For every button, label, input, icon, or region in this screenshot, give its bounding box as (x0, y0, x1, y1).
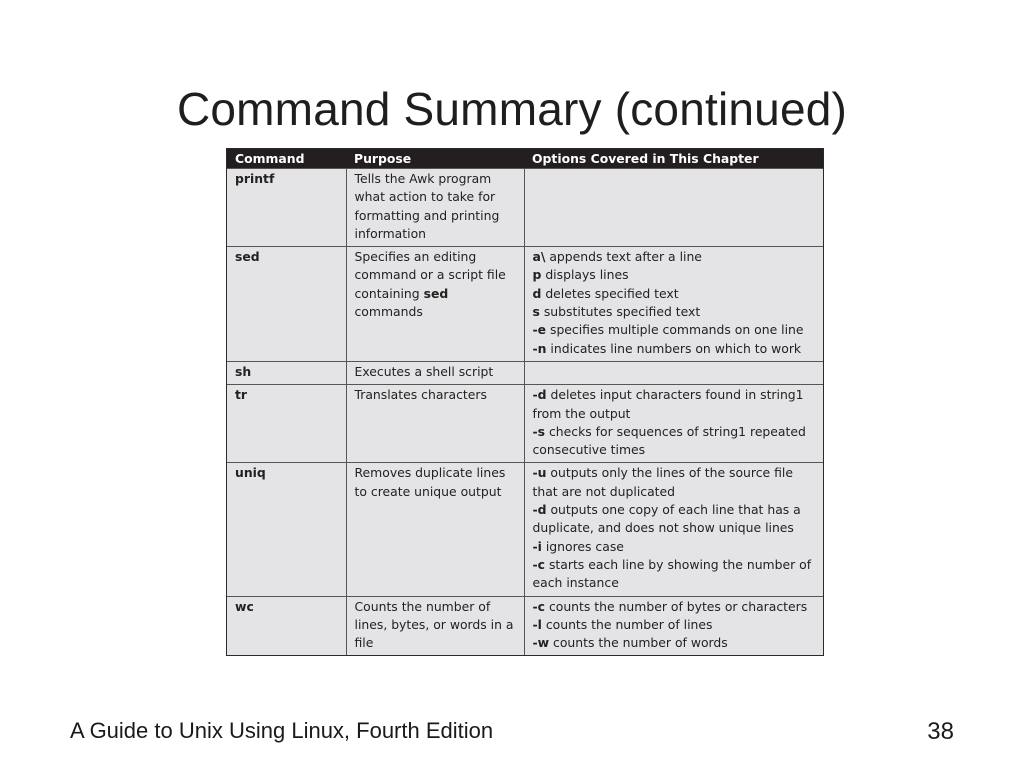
option-item (533, 386, 816, 423)
command-cell: printf (227, 169, 346, 247)
option-item (533, 340, 816, 358)
option-text: checks for sequences of string1 repeated consecutive times (532, 423, 806, 458)
option-item (533, 616, 816, 634)
option-flag: -l (532, 616, 542, 632)
options-cell (524, 385, 823, 463)
command-cell: sed (227, 247, 346, 362)
option-flag: s (532, 304, 540, 320)
option-text: ignores case (541, 538, 624, 554)
options-cell (524, 596, 823, 655)
option-text: counts the number of lines (541, 616, 713, 632)
option-item (533, 556, 816, 593)
option-text: outputs one copy of each line that has a duplicate, and does not show unique lines (532, 502, 801, 536)
option-item (533, 321, 816, 339)
page-number: 38 (927, 718, 954, 745)
option-item (533, 464, 816, 501)
header-command: Command (227, 149, 346, 169)
header-purpose: Purpose (346, 149, 524, 169)
option-text: displays lines (541, 267, 629, 283)
option-item (533, 423, 816, 460)
option-flag: -i (532, 538, 542, 554)
option-text: outputs only the lines of the source file that are not duplicated (532, 465, 793, 499)
option-item (533, 598, 816, 616)
table-header-row (227, 149, 823, 169)
option-flag: -c (532, 598, 545, 614)
option-item (533, 285, 816, 303)
option-text: counts the number of bytes or characters (545, 598, 808, 614)
command-cell: tr (227, 385, 346, 463)
command-cell: sh (227, 361, 346, 384)
option-text: specifies multiple commands on one line (546, 322, 804, 338)
purpose-cell: Executes a shell script (346, 361, 524, 384)
option-flag: p (532, 267, 542, 283)
option-item (533, 303, 816, 321)
table-row (227, 463, 823, 596)
options-cell (524, 247, 823, 362)
options-cell (524, 361, 823, 384)
option-flag: -c (532, 556, 545, 572)
header-options: Options Covered in This Chapter (524, 149, 823, 169)
purpose-text: Specifies an editing command or a script file containing (354, 249, 506, 301)
command-cell: wc (227, 596, 346, 655)
option-flag: -d (532, 387, 547, 403)
option-text: indicates line numbers on which to work (546, 340, 802, 356)
purpose-cell: Translates characters (346, 385, 524, 463)
table-row (227, 596, 823, 655)
option-text: appends text after a line (545, 249, 702, 265)
purpose-cell: Counts the number of lines, bytes, or words in a file (346, 596, 524, 655)
option-flag: -e (532, 322, 547, 338)
options-cell (524, 463, 823, 596)
purpose-cell: Tells the Awk program what action to take for formatting and printing information (346, 169, 524, 247)
option-flag: -n (532, 340, 547, 356)
option-flag: -d (532, 502, 547, 518)
option-item (533, 248, 816, 266)
command-summary-table (226, 148, 824, 656)
option-flag: d (532, 285, 542, 301)
option-flag: a\ (532, 249, 546, 265)
options-cell (524, 169, 823, 247)
option-text: starts each line by showing the number of each instance (532, 556, 812, 591)
command-cell: uniq (227, 463, 346, 596)
option-item (533, 266, 816, 284)
table-row (227, 169, 823, 247)
table-row (227, 385, 823, 463)
option-text: substitutes specified text (539, 304, 701, 320)
option-item (533, 501, 816, 538)
purpose-bold-command: sed (423, 285, 449, 301)
purpose-text: commands (354, 304, 423, 320)
purpose-cell: Removes duplicate lines to create unique output (346, 463, 524, 596)
option-text: deletes input characters found in string1 from the output (532, 387, 804, 421)
option-flag: -s (532, 423, 546, 439)
option-text: deletes specified text (541, 285, 679, 301)
option-text: counts the number of words (549, 635, 728, 651)
option-item (533, 634, 816, 652)
option-item (533, 538, 816, 556)
table-row (227, 361, 823, 384)
option-flag: -w (532, 635, 550, 651)
slide-title: Command Summary (continued) (176, 83, 848, 135)
table-row (227, 247, 823, 362)
footer-book-title: A Guide to Unix Using Linux, Fourth Edition (70, 718, 494, 743)
option-flag: -u (532, 465, 547, 481)
purpose-cell (346, 247, 524, 362)
